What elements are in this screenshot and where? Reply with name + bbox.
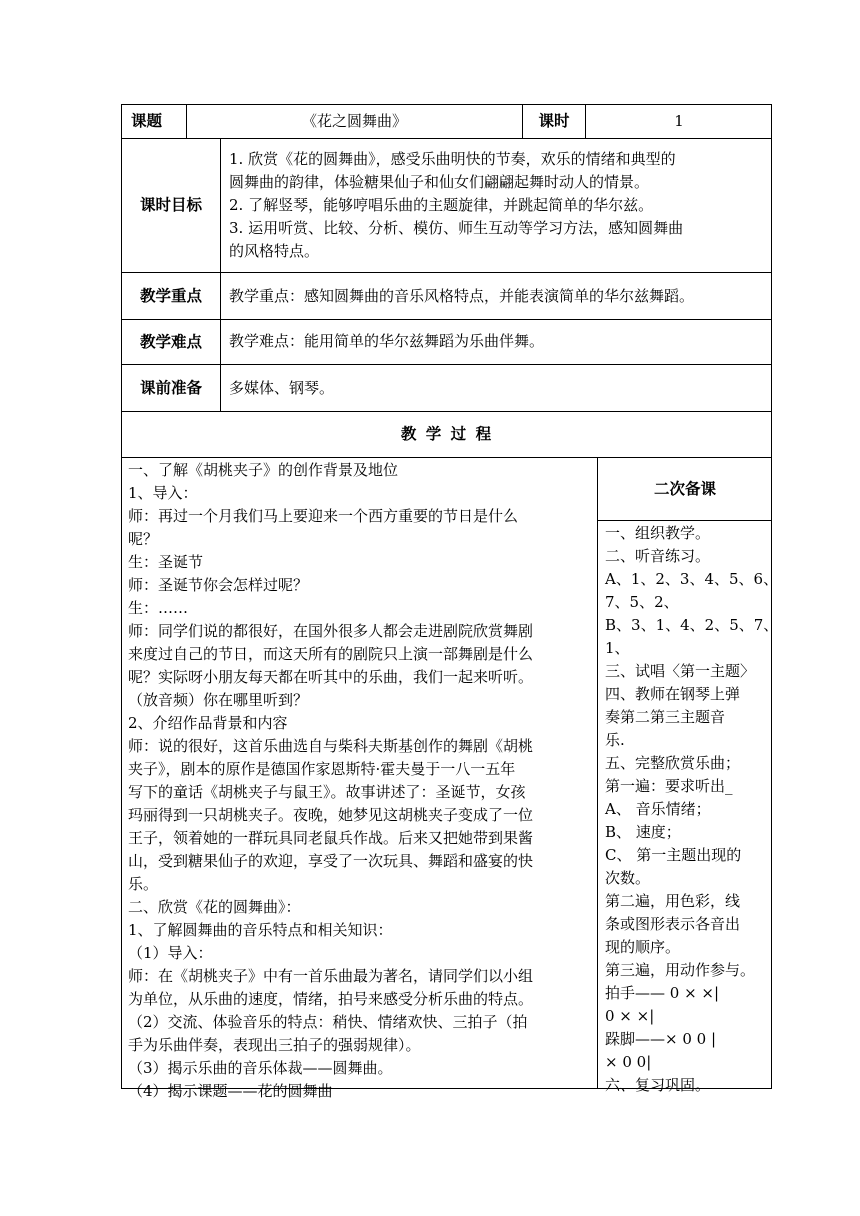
- difficulty-label: 教学难点: [139, 332, 202, 351]
- process-line: 手为乐曲伴奏，表现出三拍子的强弱规律）。: [128, 1036, 421, 1054]
- prep-note-line: B、3、1、4、2、5、7、: [605, 616, 779, 634]
- process-line: 师：再过一个月我们马上要迎来一个西方重要的节日是什么: [128, 507, 519, 525]
- process-line: 山，受到糖果仙子的欢迎，享受了一次玩具、舞蹈和盛宴的快: [128, 852, 534, 870]
- prep-note-line: 0 × ×|: [605, 1007, 655, 1025]
- period-label: 课时: [538, 112, 570, 130]
- process-line: 一、了解《胡桃夹子》的创作背景及地位: [128, 461, 399, 479]
- prep-note-line: B、 速度；: [605, 823, 681, 841]
- process-line: （放音频）你在哪里听到？: [128, 691, 309, 709]
- prep-label: 课前准备: [139, 378, 202, 397]
- process-line: 夹子》，剧本的原作是德国作家恩斯特·霍夫曼于一八一五年: [128, 760, 516, 778]
- prep-note-line: 1、: [605, 639, 630, 657]
- process-line: （3）揭示乐曲的音乐体裁——圆舞曲。: [128, 1059, 393, 1077]
- process-line: 师：说的很好，这首乐曲选自与柴科夫斯基创作的舞剧《胡桃: [128, 737, 534, 755]
- process-line: 生：圣诞节: [128, 553, 204, 571]
- prep-note-line: 二、听音练习。: [605, 547, 711, 565]
- process-line: 来度过自己的节日，而这天所有的剧院只上演一部舞剧是什么: [128, 645, 534, 663]
- prep-note-line: A、 音乐情绪；: [605, 800, 711, 818]
- process-line: 1、了解圆舞曲的音乐特点和相关知识：: [128, 921, 393, 939]
- prep-note-line: 第一遍：要求听出_: [605, 777, 733, 795]
- process-line: 玛丽得到一只胡桃夹子。夜晚，她梦见这胡桃夹子变成了一位: [128, 806, 534, 824]
- prep-note-line: 一、组织教学。: [605, 524, 711, 542]
- prep-note-line: 跺脚——× 0 0 |: [605, 1030, 717, 1048]
- process-line: 1、导入：: [128, 484, 198, 502]
- goals-line: 2. 了解竖琴，能够哼唱乐曲的主题旋律，并跳起简单的华尔兹。: [229, 196, 654, 214]
- prep-note-line: 第二遍，用色彩，线: [605, 892, 741, 910]
- prep-note-line: 六、复习巩固。: [605, 1076, 711, 1094]
- secondary-prep-notes: [605, 522, 779, 1097]
- prep-text: 多媒体、钢琴。: [229, 379, 335, 397]
- prep-note-line: 乐.: [605, 731, 625, 749]
- process-line: 生：……: [128, 599, 189, 617]
- topic-value: 《花之圆舞曲》: [301, 112, 407, 130]
- prep-note-line: 奏第二第三主题音: [605, 708, 726, 726]
- process-line: 乐。: [128, 875, 159, 893]
- topic-label: 课题: [131, 112, 163, 130]
- goals-line: 3. 运用听赏、比较、分析、模仿、师生互动等学习方法，感知圆舞曲: [229, 219, 684, 237]
- goals-line: 圆舞曲的韵律，体验糖果仙子和仙女们翩翩起舞时动人的情景。: [229, 173, 650, 191]
- prep-note-line: 现的顺序。: [605, 938, 681, 956]
- prep-note-line: 条或图形表示各音出: [605, 915, 741, 933]
- process-line: （4）揭示课题——花的圆舞曲: [128, 1082, 333, 1100]
- process-line: 写下的童话《胡桃夹子与鼠王》。故事讲述了：圣诞节，女孩: [128, 783, 526, 801]
- goals-text: [229, 148, 769, 263]
- process-line: 二、欣赏《花的圆舞曲》：: [128, 898, 301, 916]
- process-title: 教 学 过 程: [400, 425, 494, 443]
- process-line: （2）交流、体验音乐的特点：稍快、情绪欢快、三拍子（拍: [128, 1013, 528, 1031]
- process-line: 呢？实际呀小朋友每天都在听其中的乐曲，我们一起来听听。: [128, 668, 534, 686]
- prep-note-line: 拍手—— 0 × ×|: [605, 984, 720, 1002]
- prep-note-line: 次数。: [605, 869, 651, 887]
- goals-label: 课时目标: [139, 196, 202, 214]
- difficulty-text: 教学难点：能用简单的华尔兹舞蹈为乐曲伴舞。: [229, 332, 545, 350]
- goals-line: 的风格特点。: [229, 242, 320, 260]
- process-line: 为单位，从乐曲的速度，情绪，拍号来感受分析乐曲的特点。: [128, 990, 534, 1008]
- col-divider: [220, 138, 221, 411]
- prep-note-line: 第三遍，用动作参与。: [605, 961, 756, 979]
- prep-note-line: 三、试唱〈第一主题〉: [605, 662, 756, 680]
- secondary-prep-header: 二次备课: [653, 479, 716, 498]
- process-line: （1）导入：: [128, 944, 213, 962]
- row-divider: [597, 520, 772, 521]
- goals-line: 1. 欣赏《花的圆舞曲》，感受乐曲明快的节奏，欢乐的情绪和典型的: [229, 150, 676, 168]
- period-value: 1: [674, 112, 684, 130]
- prep-note-line: 7、5、2、: [605, 593, 679, 611]
- process-steps: [128, 459, 594, 1103]
- prep-note-line: 五、完整欣赏乐曲；: [605, 754, 741, 772]
- process-line: 师：在《胡桃夹子》中有一首乐曲最为著名，请同学们以小组: [128, 967, 534, 985]
- process-line: 王子，领着她的一群玩具同老鼠兵作战。后来又把她带到果酱: [128, 829, 534, 847]
- prep-note-line: A、1、2、3、4、5、6、: [605, 570, 779, 588]
- prep-note-line: C、 第一主题出现的: [605, 846, 742, 864]
- col-divider: [597, 457, 598, 1089]
- process-line: 呢？: [128, 530, 159, 548]
- process-line: 2、介绍作品背景和内容: [128, 714, 288, 732]
- process-line: 师：圣诞节你会怎样过呢？: [128, 576, 309, 594]
- key-text: 教学重点：感知圆舞曲的音乐风格特点，并能表演简单的华尔兹舞蹈。: [229, 287, 695, 305]
- key-label: 教学重点: [139, 286, 202, 305]
- process-line: 师：同学们说的都很好，在国外很多人都会走进剧院欣赏舞剧: [128, 622, 534, 640]
- prep-note-line: 四、教师在钢琴上弹: [605, 685, 741, 703]
- prep-note-line: × 0 0|: [605, 1053, 652, 1071]
